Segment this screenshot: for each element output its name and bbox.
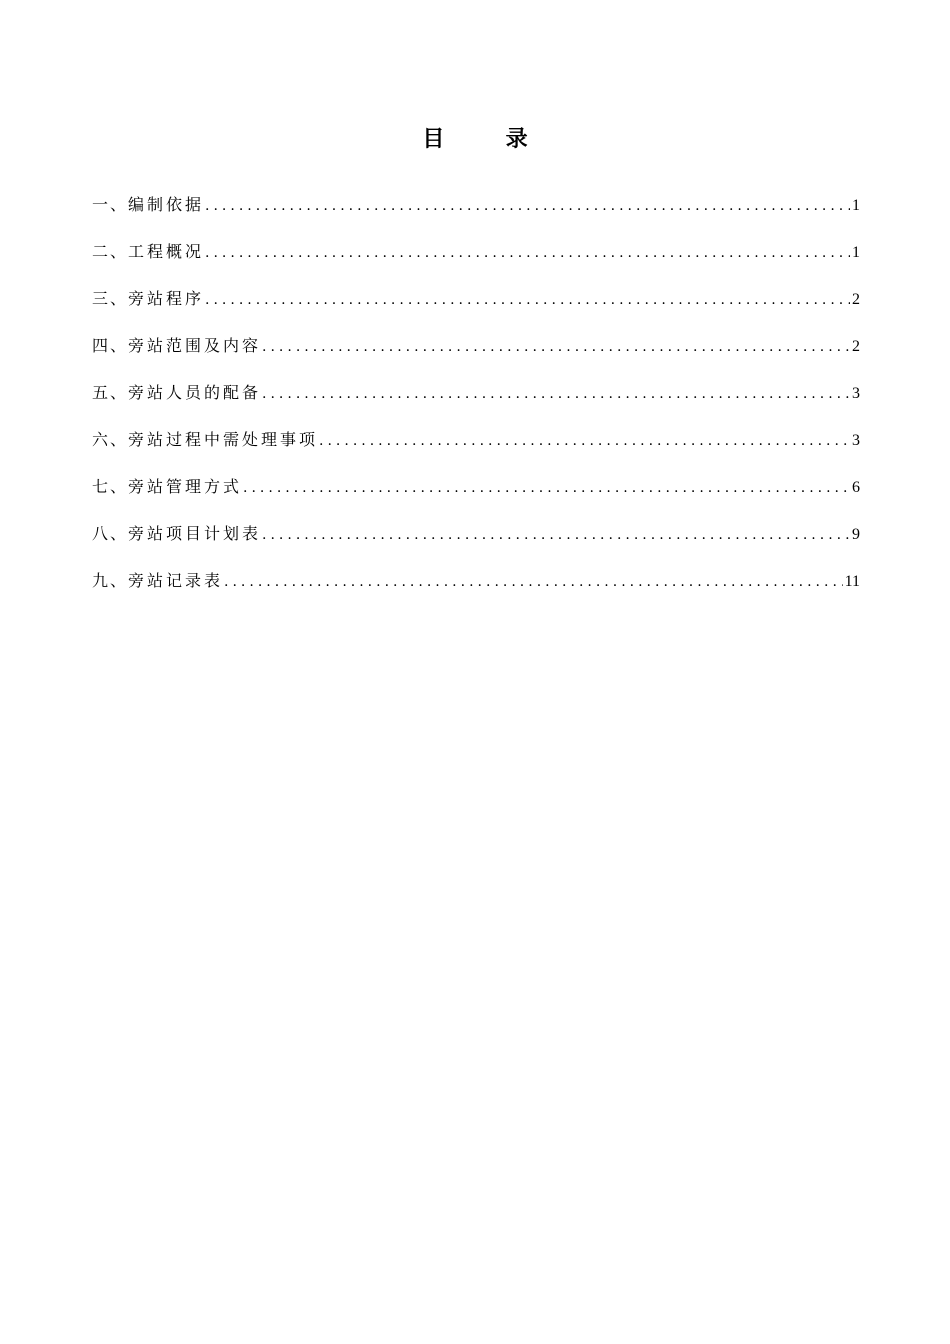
- toc-entry-label: 旁站范围及内容: [128, 336, 262, 355]
- toc-entry-label: 旁站记录表: [128, 571, 224, 590]
- toc-entry-label: 旁站程序: [128, 289, 205, 308]
- dot-leader: [205, 238, 850, 268]
- toc-entry-number: 九、: [92, 571, 129, 590]
- toc-entry-number: 二、: [92, 242, 129, 261]
- toc-entry[interactable]: [92, 284, 860, 331]
- dot-leader: [262, 332, 850, 362]
- toc-entry-page: 6: [852, 479, 860, 496]
- toc-entry-page: 2: [852, 338, 860, 355]
- toc-entry[interactable]: [92, 237, 860, 284]
- table-of-contents: [92, 190, 860, 613]
- toc-entry-label: 旁站过程中需处理事项: [128, 430, 319, 449]
- toc-entry-page: 3: [852, 385, 860, 402]
- toc-entry-label: 旁站项目计划表: [128, 524, 262, 543]
- toc-entry-page: 11: [844, 573, 860, 590]
- toc-entry-number: 六、: [92, 430, 129, 449]
- toc-entry[interactable]: [92, 519, 860, 566]
- toc-entry-page: 3: [852, 432, 860, 449]
- toc-entry-page: 9: [852, 526, 860, 543]
- toc-entry[interactable]: [92, 331, 860, 378]
- toc-entry-label: 工程概况: [128, 242, 205, 261]
- toc-entry-label: 旁站人员的配备: [128, 383, 262, 402]
- toc-entry[interactable]: [92, 566, 860, 613]
- toc-entry-number: 五、: [92, 383, 129, 402]
- dot-leader: [224, 567, 843, 597]
- toc-entry-page: 2: [852, 291, 860, 308]
- dot-leader: [262, 520, 850, 550]
- dot-leader: [319, 426, 850, 456]
- dot-leader: [243, 473, 850, 503]
- toc-entry-number: 四、: [92, 336, 129, 355]
- dot-leader: [205, 191, 850, 221]
- toc-entry-page: 1: [852, 197, 860, 214]
- toc-entry-number: 八、: [92, 524, 129, 543]
- dot-leader: [262, 379, 850, 409]
- toc-entry[interactable]: [92, 378, 860, 425]
- toc-entry-page: 1: [852, 244, 860, 261]
- toc-entry-number: 三、: [92, 289, 129, 308]
- toc-entry-number: 七、: [92, 477, 129, 496]
- toc-entry[interactable]: [92, 425, 860, 472]
- toc-entry-number: 一、: [92, 195, 129, 214]
- toc-entry-label: 旁站管理方式: [128, 477, 243, 496]
- toc-title: 目 录: [422, 127, 528, 152]
- toc-entry[interactable]: [92, 190, 860, 237]
- toc-entry[interactable]: [92, 472, 860, 519]
- dot-leader: [205, 285, 850, 315]
- toc-entry-label: 编制依据: [128, 195, 205, 214]
